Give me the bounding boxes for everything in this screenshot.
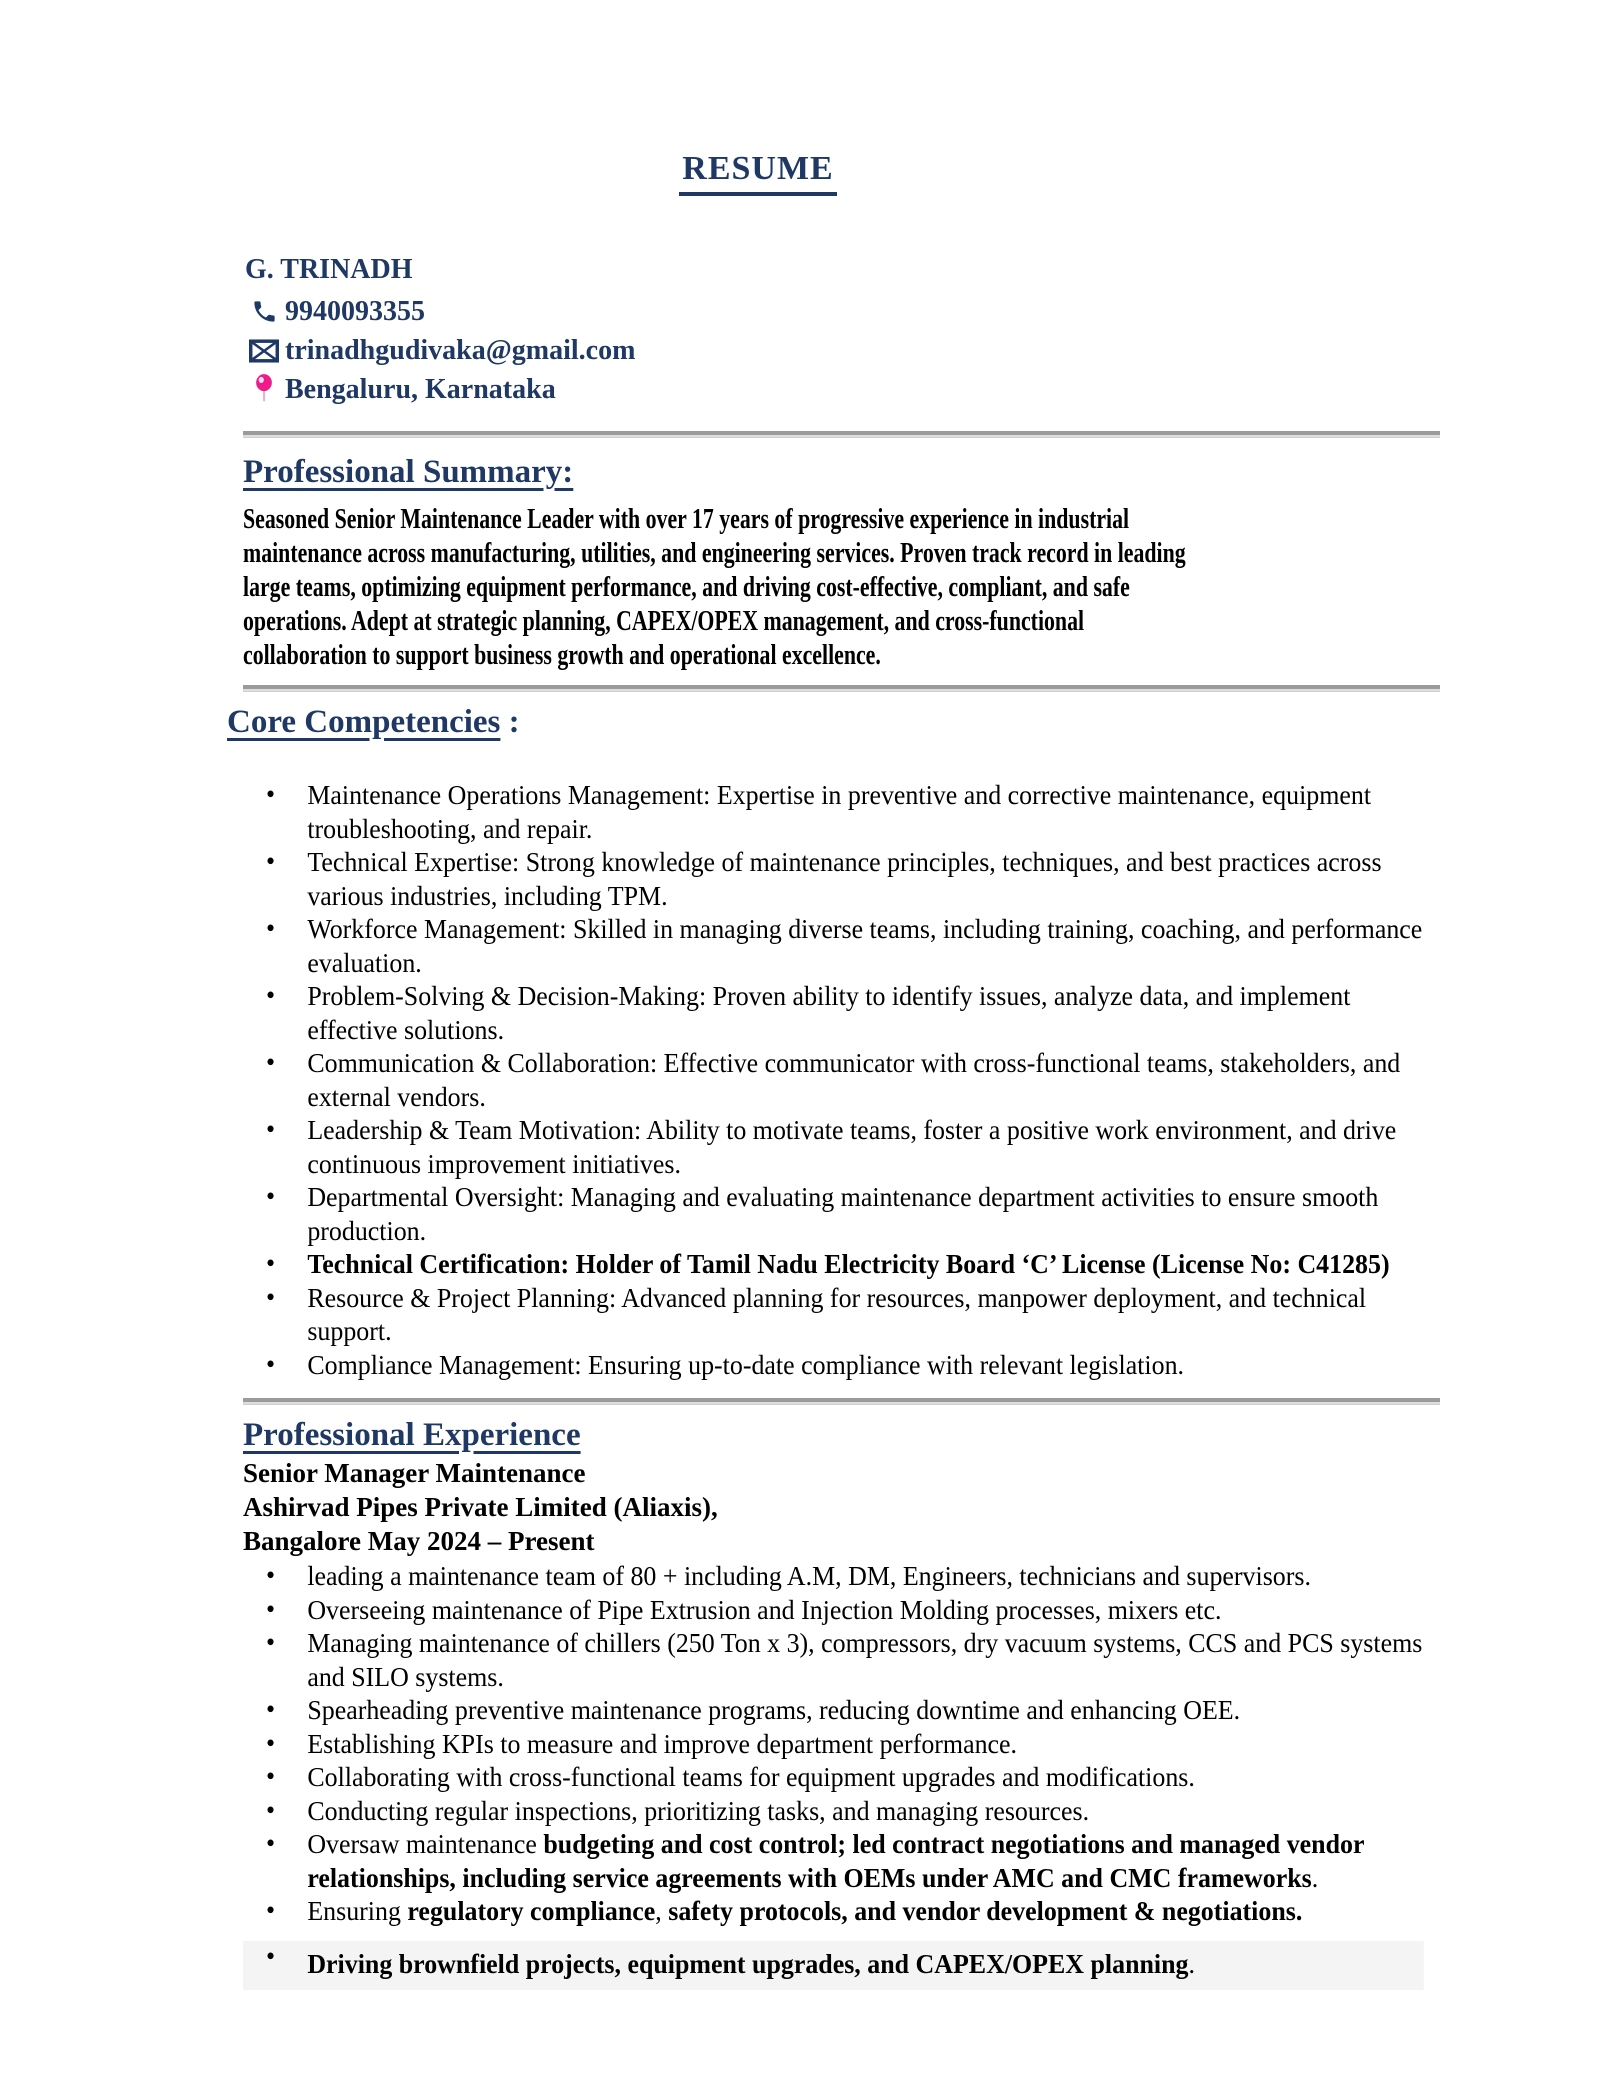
competencies-heading-colon: :	[500, 704, 520, 740]
bullet-item	[243, 1941, 1424, 1991]
experience-heading-text: Professional Experience	[243, 1417, 581, 1453]
summary-section	[243, 451, 1440, 673]
section-divider	[243, 685, 1440, 691]
bullet-text: Resource & Project Planning: Advanced planning for resources, manpower deployment, and technical support.	[307, 1282, 1367, 1346]
bullet-text: .	[1188, 1948, 1195, 1979]
summary-line: Seasoned Senior Maintenance Leader with over 17 years of progressive experience in industrial	[243, 504, 1130, 535]
location-pin-icon	[243, 374, 285, 405]
summary-heading-text: Professional Summary:	[243, 454, 574, 490]
bullet-text: Workforce Management: Skilled in managing diverse teams, including training, coaching, and performance evaluation.	[307, 914, 1423, 978]
bullet-text: leading a maintenance team of 80 + including A.M, DM, Engineers, technicians and supervisors.	[307, 1561, 1311, 1591]
competencies-heading	[227, 701, 1440, 743]
summary-line: operations. Adept at strategic planning, CAPEX/OPEX management, and cross-functional	[243, 606, 1085, 637]
bullet-item	[243, 980, 1424, 1047]
experience-section	[243, 1414, 1440, 1990]
experience-list	[243, 1560, 1424, 1990]
phone-icon	[243, 298, 285, 325]
bullet-text: Compliance Management: Ensuring up-to-date compliance with relevant legislation.	[307, 1349, 1185, 1380]
job-title: Senior Manager Maintenance	[243, 1458, 586, 1488]
bullet-text: Problem-Solving & Decision-Making: Proven ability to identify issues, analyze data, and implement effective solutions.	[307, 981, 1351, 1045]
job-location-dates: Bangalore May 2024 – Present	[243, 1526, 595, 1556]
bullet-item	[243, 1694, 1424, 1728]
bullet-item	[243, 1795, 1424, 1829]
bullet-text: budgeting and cost control; led contract negotiations and managed vendor relationships, including service agreements with OEMs under AMC and CMC frameworks	[307, 1829, 1364, 1893]
page-title: RESUME	[679, 150, 836, 196]
bullet-item	[243, 1594, 1424, 1628]
competencies-heading-text: Core Competencies	[227, 704, 501, 740]
summary-line: large teams, optimizing equipment performance, and driving cost-effective, compliant, and safe	[243, 572, 1130, 603]
bullet-text: ,	[655, 1896, 669, 1926]
bullet-text: regulatory compliance	[407, 1896, 656, 1926]
summary-line: maintenance across manufacturing, utilities, and engineering services. Proven track record in leading	[243, 538, 1186, 569]
bullet-item	[243, 1895, 1424, 1929]
summary-heading	[243, 451, 1440, 493]
bullet-text: Conducting regular inspections, prioritizing tasks, and managing resources.	[307, 1795, 1090, 1826]
bullet-item	[243, 1560, 1424, 1594]
section-divider	[243, 431, 1440, 437]
bullet-item	[243, 1248, 1424, 1282]
envelope-icon	[243, 339, 285, 363]
bullet-text: Technical Expertise: Strong knowledge of maintenance principles, techniques, and best practices across various industries, including TPM.	[307, 847, 1382, 911]
bullet-text: Collaborating with cross-functional teams for equipment upgrades and modifications.	[307, 1762, 1195, 1792]
bullet-text: Managing maintenance of chillers (250 Ton x 3), compressors, dry vacuum systems, CCS and PCS systems and SILO systems.	[307, 1628, 1423, 1692]
competencies-section	[227, 701, 1440, 1382]
bullet-item	[243, 846, 1424, 913]
summary-paragraph	[243, 503, 1413, 673]
bullet-item	[243, 1761, 1424, 1795]
phone-number: 9940093355	[285, 295, 425, 327]
bullet-text: Overseeing maintenance of Pipe Extrusion and Injection Molding processes, mixers etc.	[307, 1594, 1222, 1625]
section-divider	[243, 1398, 1440, 1404]
bullet-item	[243, 779, 1424, 846]
bullet-text: safety protocols, and vendor development & negotiations.	[668, 1896, 1303, 1926]
competencies-list	[243, 779, 1424, 1382]
bullet-item	[243, 1047, 1424, 1114]
bullet-item	[243, 1349, 1424, 1383]
bullet-text: Establishing KPIs to measure and improve department performance.	[307, 1728, 1018, 1759]
email-row	[243, 331, 1440, 370]
company-name: Ashirvad Pipes Private Limited (Aliaxis),	[243, 1492, 718, 1522]
bullet-text: Spearheading preventive maintenance programs, reducing downtime and enhancing OEE.	[307, 1695, 1241, 1725]
bullet-text: Leadership & Team Motivation: Ability to motivate teams, foster a positive work environment, and drive continuous improvement initiatives.	[307, 1115, 1397, 1179]
bullet-item	[243, 1282, 1424, 1349]
bullet-item	[243, 1181, 1424, 1248]
bullet-text: Oversaw maintenance	[307, 1829, 544, 1859]
summary-line: collaboration to support business growth and operational excellence.	[243, 640, 881, 671]
bullet-text: Departmental Oversight: Managing and evaluating maintenance department activities to ensure smooth production.	[307, 1182, 1379, 1246]
document-title-row	[243, 150, 1273, 196]
phone-row	[243, 292, 1440, 331]
contact-section	[243, 254, 1440, 409]
bullet-item	[243, 1728, 1424, 1762]
bullet-text: Maintenance Operations Management: Expertise in preventive and corrective maintenance, equipment troubleshooting, and repair.	[307, 780, 1372, 844]
bullet-text: Communication & Collaboration: Effective communicator with cross-functional teams, stakeholders, and external vendors.	[307, 1048, 1401, 1112]
bullet-text: Driving brownfield projects, equipment upgrades, and CAPEX/OPEX planning	[307, 1948, 1189, 1979]
bullet-text: Technical Certification: Holder of Tamil Nadu Electricity Board ‘C’ License (License No: C41285)	[307, 1249, 1390, 1279]
bullet-item	[243, 913, 1424, 980]
bullet-item	[243, 1114, 1424, 1181]
candidate-name: G. TRINADH	[245, 254, 413, 285]
email-address: trinadhgudivaka@gmail.com	[285, 334, 636, 366]
location-text: Bengaluru, Karnataka	[285, 373, 556, 405]
location-row	[243, 370, 1440, 409]
bullet-item	[243, 1828, 1424, 1895]
experience-heading	[243, 1414, 1440, 1456]
bullet-text: Ensuring	[307, 1896, 408, 1926]
bullet-text: .	[1311, 1862, 1319, 1893]
bullet-item	[243, 1627, 1424, 1694]
